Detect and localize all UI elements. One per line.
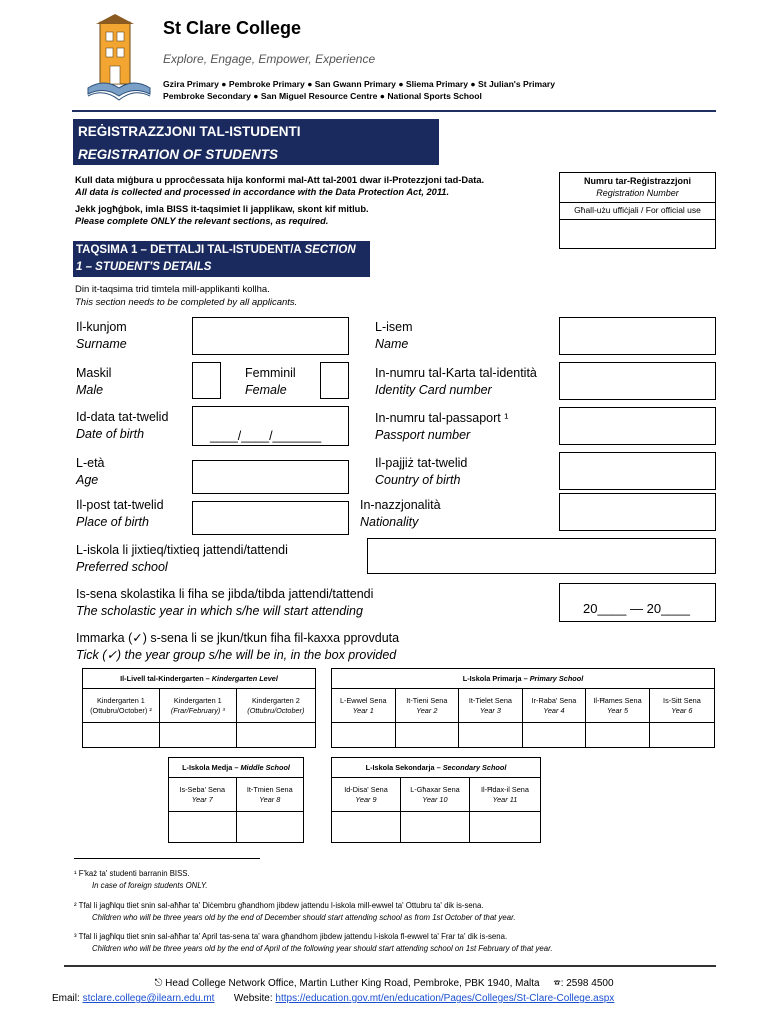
registration-number-field[interactable] <box>560 220 715 249</box>
footnote-1 <box>74 868 208 892</box>
footer-divider <box>64 965 716 967</box>
country-label-en: Country of birth <box>375 473 461 487</box>
footnote-divider <box>74 858 260 859</box>
year-group-cell: Il-Ħames Sena Year 5 <box>586 689 650 723</box>
section-heading-b: SECTION <box>304 244 356 256</box>
preferred-school-label-mt: L-iskola li jixtieq/tixtieq jattendi/tattendi <box>76 543 288 557</box>
intro-line-2: All data is collected and processed in accordance with the Data Protection Act, 2011. <box>75 187 450 197</box>
id-card-label-mt: In-numru tal-Karta tal-identità <box>375 366 537 380</box>
dob-label-mt: Id-data tat-twelid <box>76 410 169 424</box>
primary-heading: L-Iskola Primarja – Primary School <box>332 669 715 689</box>
id-card-label-en: Identity Card number <box>375 383 492 397</box>
tick-box-year-7[interactable] <box>169 812 237 843</box>
female-label-en: Female <box>245 383 287 397</box>
dob-label <box>76 409 168 443</box>
place-input[interactable] <box>192 501 349 535</box>
country-label-mt: Il-pajjiż tat-twelid <box>375 456 468 470</box>
section-note-mt: Din it-taqsima trid timtela mill-applikanti kollha. <box>75 284 270 295</box>
footer-contact-line <box>52 993 614 1004</box>
intro-line-3: Jekk jogħġbok, imla BISS it-taqsimiet li japplikaw, skont kif mitlub. <box>75 204 369 214</box>
surname-label-mt: Il-kunjom <box>76 320 127 334</box>
female-checkbox[interactable] <box>320 362 349 399</box>
footer-address: Head College Network Office, Martin Luther King Road, Pembroke, PBK 1940, Malta <box>165 978 540 989</box>
registration-label-en: Registration Number <box>596 188 679 198</box>
footnote-1-mt: ¹ F'każ ta' studenti barranin BISS. <box>74 869 190 878</box>
passport-input[interactable] <box>559 407 716 445</box>
year-group-cell: Kindergarten 2 (Ottubru/October) <box>236 689 315 723</box>
nationality-input[interactable] <box>559 493 716 531</box>
section-1-heading <box>73 241 370 277</box>
nationality-label <box>360 497 441 531</box>
section-heading-a: TAQSIMA 1 – DETTALJI TAL-ISTUDENT/A <box>76 244 305 256</box>
tick-box-year-8[interactable] <box>236 812 304 843</box>
kindergarten-table <box>82 668 316 748</box>
header-divider <box>72 110 716 112</box>
tick-box-year-3[interactable] <box>459 723 523 748</box>
tick-box-kg1-feb[interactable] <box>159 723 236 748</box>
preferred-school-label <box>76 542 288 576</box>
year-group-cell: It-Tielet Sena Year 3 <box>459 689 523 723</box>
surname-label-en: Surname <box>76 337 127 351</box>
tick-box-year-4[interactable] <box>522 723 586 748</box>
form-title <box>73 119 439 165</box>
secondary-school-heading: L-Iskola Sekondarja – Secondary School <box>332 758 541 778</box>
passport-label-mt: In-numru tal-passaport ¹ <box>375 411 509 425</box>
footnote-3-en: Children who will be three years old by the end of April of the following year should start attending school on 1st February of that year. <box>92 944 553 953</box>
phone-icon: ☎ <box>553 978 561 989</box>
passport-label-en: Passport number <box>375 428 471 442</box>
scholastic-year-format: 20____ — 20____ <box>583 601 690 616</box>
footnote-2 <box>74 900 516 924</box>
email-link[interactable]: stclare.college@ilearn.edu.mt <box>82 993 215 1004</box>
male-label-en: Male <box>76 383 104 397</box>
year-group-cell: It-Tmien Sena Year 8 <box>236 778 304 812</box>
name-label <box>375 319 413 353</box>
id-card-input[interactable] <box>559 362 716 400</box>
id-card-label <box>375 365 537 399</box>
kindergarten-heading: Il-Livell tal-Kindergarten – Kindergarten Level <box>83 669 316 689</box>
country-label <box>375 455 467 489</box>
official-use-label: Għall-użu uffiċjali / For official use <box>560 203 715 220</box>
tick-box-year-2[interactable] <box>395 723 459 748</box>
footer-address-line <box>0 978 768 989</box>
age-label <box>76 455 105 489</box>
tick-instruction-en: Tick (✓) the year group s/he will be in, in the box provided <box>76 648 397 662</box>
dob-format: ____/____/_______ <box>210 429 322 443</box>
schools-line-2: Pembroke Secondary ● San Miguel Resource Centre ● National Sports School <box>163 91 482 101</box>
email-label: Email: <box>52 993 83 1004</box>
section-note <box>75 283 297 309</box>
tick-box-year-5[interactable] <box>586 723 650 748</box>
year-group-cell: L-Għaxar Sena Year 10 <box>400 778 469 812</box>
section-heading-c: 1 – STUDENT'S DETAILS <box>76 261 212 273</box>
nationality-label-mt: In-nazzjonalità <box>360 498 441 512</box>
form-title-mt: REĠISTRAZZJONI TAL-ISTUDENTI <box>78 124 301 139</box>
nationality-label-en: Nationality <box>360 515 419 529</box>
year-group-cell: Ir-Raba' Sena Year 4 <box>522 689 586 723</box>
section-note-en: This section needs to be completed by all applicants. <box>75 297 298 308</box>
scholastic-year-label-en: The scholastic year in which s/he will start attending <box>76 604 363 618</box>
schools-line-1: Gzira Primary ● Pembroke Primary ● San Gwann Primary ● Sliema Primary ● St Julian's Primary <box>163 79 556 89</box>
scholastic-year-label-mt: Is-sena skolastika li fiha se jibda/tibda jattendi/tattendi <box>76 587 374 601</box>
form-title-en: REGISTRATION OF STUDENTS <box>78 147 279 162</box>
year-group-cell: Il-Ħdax-il Sena Year 11 <box>469 778 540 812</box>
footnote-2-mt: ² Tfal li jagħlqu tliet snin sal-aħħar ta' Diċembru għandhom jibdew jattendu l-iskola mill-ewwel ta' Ottubru ta' dik is-sena. <box>74 901 484 910</box>
website-label: Website: <box>233 993 276 1004</box>
year-group-cell: Is-Seba' Sena Year 7 <box>169 778 237 812</box>
footnote-2-en: Children who will be three years old by the end of December should start attending school as from 1st October of that year. <box>92 913 516 922</box>
place-label <box>76 497 164 531</box>
intro-text <box>75 174 484 227</box>
tick-box-year-11[interactable] <box>469 812 540 843</box>
tick-box-year-10[interactable] <box>400 812 469 843</box>
year-group-cell: Kindergarten 1 (Ottubru/October) ² <box>83 689 160 723</box>
preferred-school-label-en: Preferred school <box>76 560 168 574</box>
year-group-cell: L-Ewwel Sena Year 1 <box>332 689 396 723</box>
place-label-en: Place of birth <box>76 515 149 529</box>
male-label <box>76 365 111 399</box>
footnote-3 <box>74 931 553 955</box>
female-label <box>245 365 296 399</box>
college-tagline: Explore, Engage, Empower, Experience <box>163 52 376 66</box>
surname-label <box>76 319 127 353</box>
year-group-cell: Is-Sitt Sena Year 6 <box>649 689 714 723</box>
year-group-cell: It-Tieni Sena Year 2 <box>395 689 459 723</box>
country-input[interactable] <box>559 452 716 490</box>
passport-label <box>375 410 508 444</box>
age-label-en: Age <box>76 473 99 487</box>
footer-phone: : 2598 4500 <box>560 978 614 989</box>
scholastic-year-label <box>76 586 373 620</box>
primary-table <box>331 668 715 748</box>
preferred-school-input[interactable] <box>367 538 716 574</box>
tick-box-kg2-oct[interactable] <box>236 723 315 748</box>
place-label-mt: Il-post tat-twelid <box>76 498 164 512</box>
footnote-3-mt: ³ Tfal li jagħlqu tliet snin sal-aħħar ta' April tas-sena ta' wara għandhom jibdew jattendu l-iskola fl-ewwel ta' Frar ta' dik is-sena. <box>74 932 508 941</box>
footnote-1-en: In case of foreign students ONLY. <box>92 881 208 890</box>
schools-list <box>163 78 555 102</box>
tick-box-year-1[interactable] <box>332 723 396 748</box>
male-label-mt: Maskil <box>76 366 112 380</box>
tick-instruction <box>76 630 399 664</box>
secondary-school-table <box>331 757 541 843</box>
age-input[interactable] <box>192 460 349 494</box>
intro-line-4: Please complete ONLY the relevant sections, as required. <box>75 216 329 226</box>
year-group-cell: Kindergarten 1 (Frar/February) ³ <box>159 689 236 723</box>
college-name: St Clare College <box>163 18 302 38</box>
female-label-mt: Femminil <box>245 366 296 380</box>
registration-number-box <box>559 172 716 249</box>
middle-school-heading: L-Iskola Medja – Middle School <box>169 758 304 778</box>
website-link[interactable]: https://education.gov.mt/en/education/Pages/Colleges/St-Clare-College.aspx <box>275 993 615 1004</box>
male-checkbox[interactable] <box>192 362 221 399</box>
college-logo <box>86 14 152 106</box>
name-label-mt: L-isem <box>375 320 413 334</box>
age-label-mt: L-età <box>76 456 105 470</box>
intro-line-1: Kull data miġbura u pprocĉessata hija konformi mal-Att tal-2001 dwar il-Protezzjoni tad-Data. <box>75 175 485 185</box>
tick-instruction-mt: Immarka (✓) s-sena li se jkun/tkun fiha fil-kaxxa pprovduta <box>76 631 400 645</box>
tick-box-year-6[interactable] <box>649 723 714 748</box>
registration-label-mt: Numru tar-Reġistrazzjoni <box>583 176 691 186</box>
location-icon: ⎋ <box>154 978 163 989</box>
tick-box-kg1-oct[interactable] <box>83 723 160 748</box>
name-input[interactable] <box>559 317 716 355</box>
name-label-en: Name <box>375 337 409 351</box>
middle-school-table <box>168 757 304 843</box>
dob-label-en: Date of birth <box>76 427 145 441</box>
tick-box-year-9[interactable] <box>332 812 401 843</box>
year-group-cell: Id-Disa' Sena Year 9 <box>332 778 401 812</box>
surname-input[interactable] <box>192 317 349 355</box>
